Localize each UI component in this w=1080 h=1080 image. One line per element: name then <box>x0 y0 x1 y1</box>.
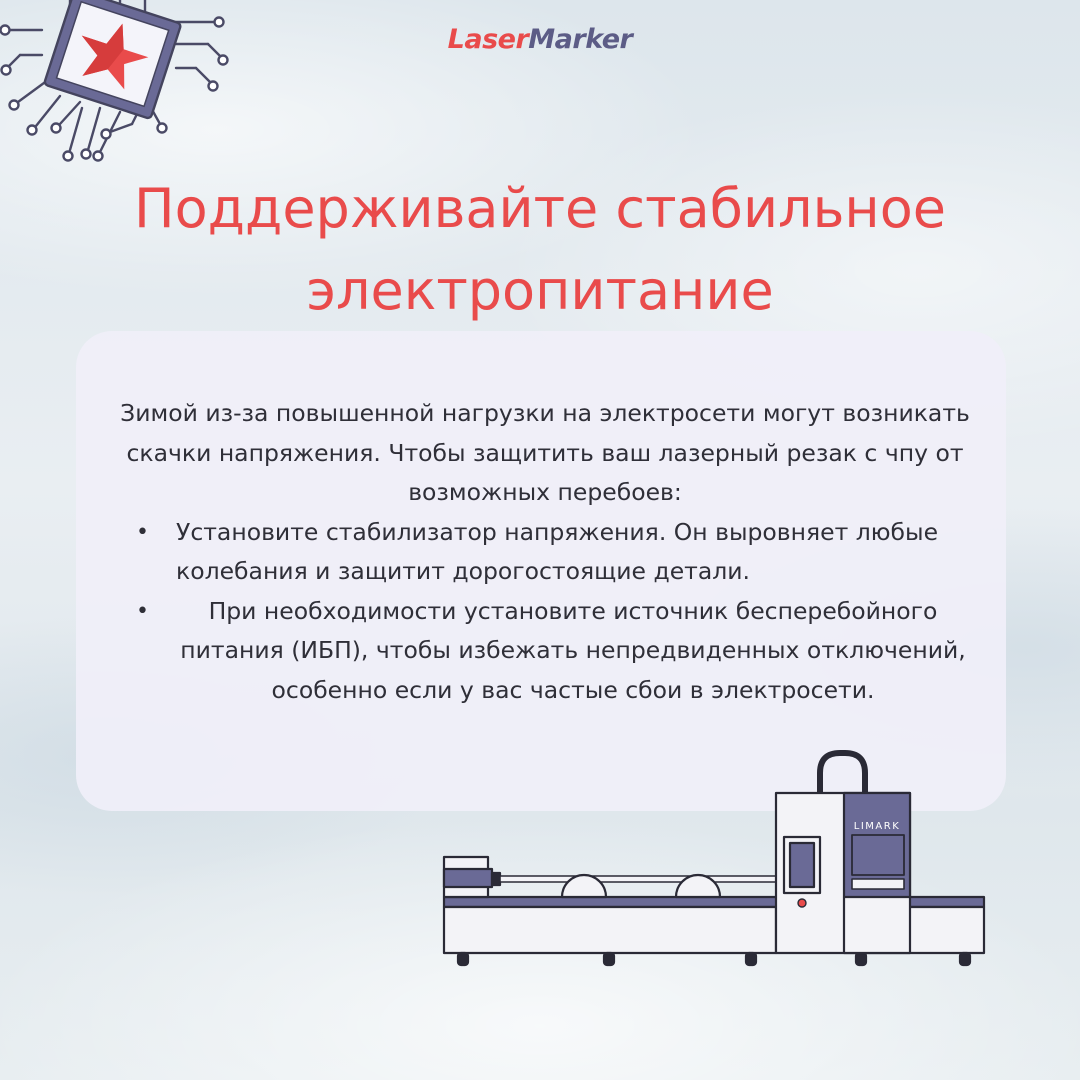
page-title <box>40 168 1040 332</box>
intro-paragraph: Зимой из-за повышенной нагрузки на электросети могут возникать скачки напряжения. Чтобы защитить ваш лазерный резак с чпу от возможных перебоев: <box>120 399 970 506</box>
list-item-text: Установите стабилизатор напряжения. Он выровняет любые колебания и защитит дорогостоящие детали. <box>176 517 939 585</box>
content-text <box>120 394 970 710</box>
logo-part-laser: Laser <box>447 24 529 55</box>
list-item <box>120 513 970 592</box>
title-line-1: Поддерживайте стабильное <box>134 177 946 240</box>
machine-label: LIMARK <box>853 821 901 832</box>
brand-logo <box>0 24 1080 55</box>
list-item-text: При необходимости установите источник бесперебойного питания (ИБП), чтобы избежать непредвиденных отключений, особенно если у вас частые сбои в электросети. <box>180 596 966 704</box>
logo-part-marker: Marker <box>528 24 633 55</box>
title-line-2: электропитание <box>306 259 774 322</box>
tips-list <box>120 513 970 711</box>
bullet-marker: • <box>136 519 149 545</box>
laser-cutter-machine-icon <box>440 745 1000 975</box>
list-item <box>120 592 970 711</box>
bullet-marker: • <box>136 598 149 624</box>
